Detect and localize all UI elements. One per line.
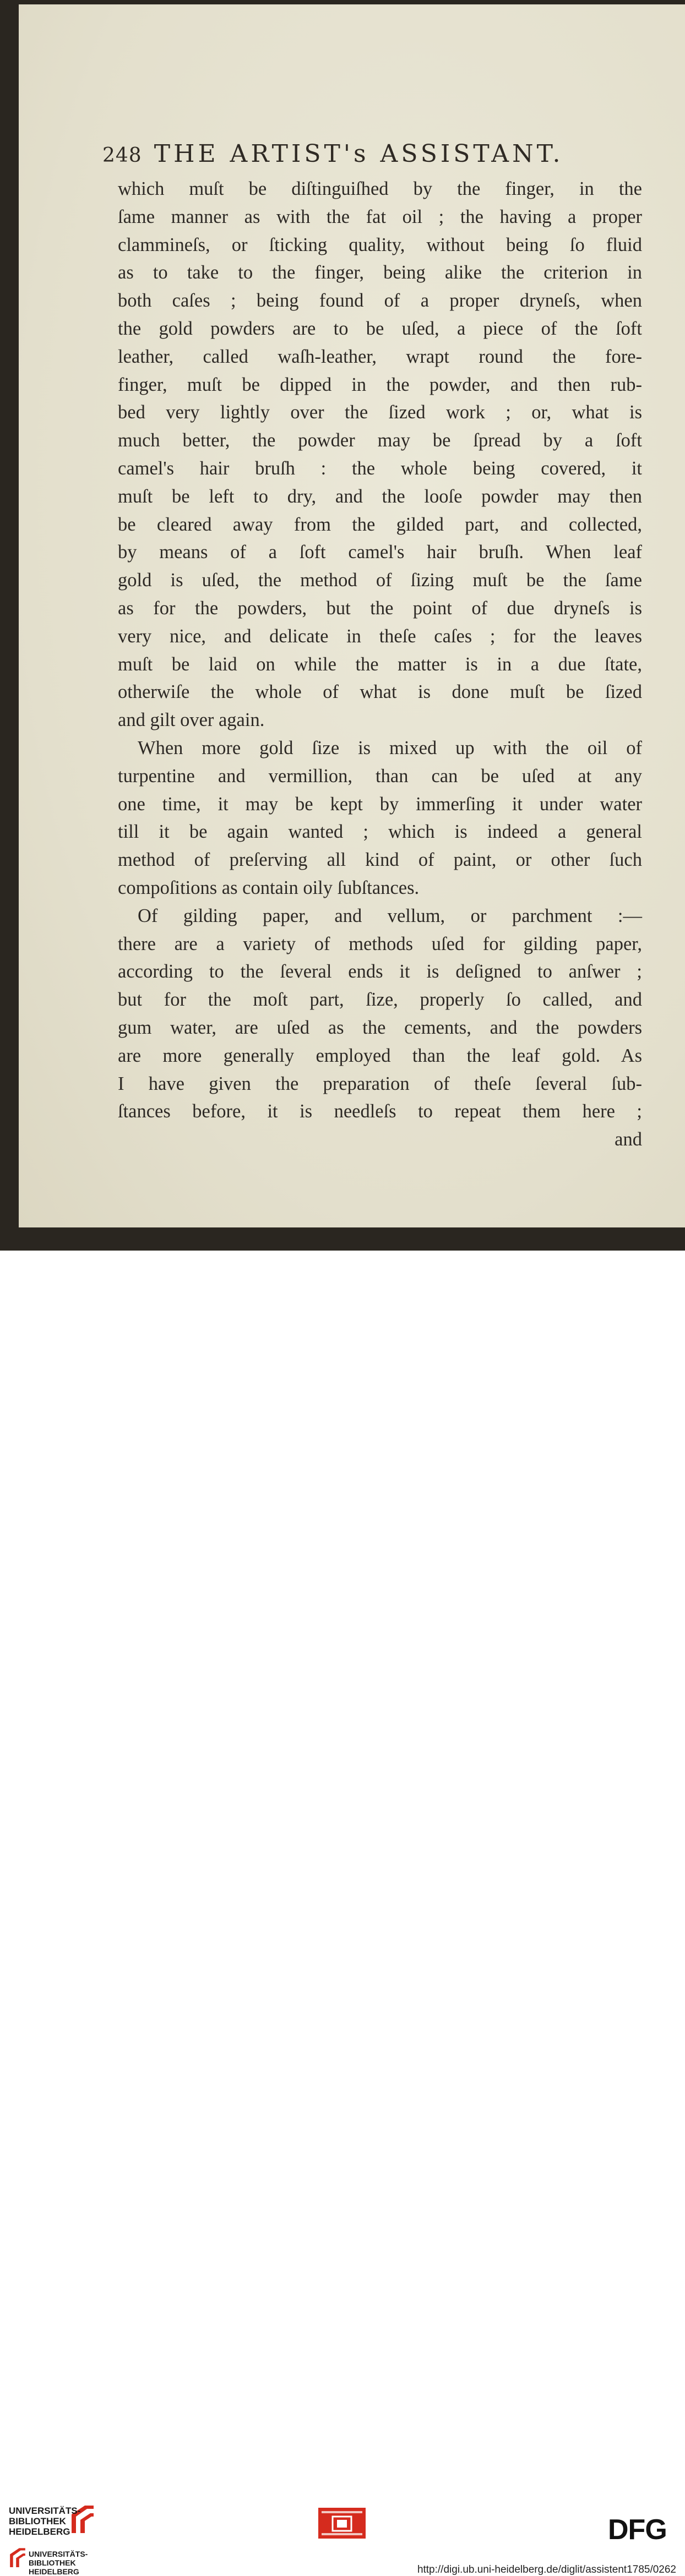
- text-line: When more gold ſize is mixed up with the oil of: [138, 737, 642, 758]
- footer-bar: [0, 1251, 685, 2576]
- text-line: very nice, and delicate in theſe caſes ; for the leaves: [118, 625, 642, 647]
- text-line: muſt be left to dry, and the looſe powder may then: [118, 485, 642, 507]
- university-library-logo-small-icon: [8, 2545, 28, 2569]
- catchword: and: [615, 1129, 642, 1150]
- text-line: turpentine and vermillion, than can be uſed at any: [118, 765, 642, 787]
- text-line: be cleared away from the gilded part, and collected,: [118, 514, 642, 535]
- text-line: till it be again wanted ; which is indeed a general: [118, 821, 642, 843]
- library-logo-text-bottom: UNIVERSITÄTS- BIBLIOTHEK HEIDELBERG: [29, 2550, 88, 2576]
- page-number: 248: [102, 144, 142, 167]
- text-line: Of gilding paper, and vellum, or parchment :—: [138, 905, 642, 926]
- running-title: THE ARTIST's ASSISTANT.: [154, 140, 564, 168]
- text-line: method of preſerving all kind of paint, or other ſuch: [118, 849, 642, 871]
- text-line: as to take to the finger, being alike the criterion in: [118, 262, 642, 283]
- text-line: there are a variety of methods uſed for gilding paper,: [118, 933, 642, 954]
- text-line: by means of a ſoft camel's hair bruſh. When leaf: [118, 542, 642, 563]
- page-body: [118, 175, 642, 1154]
- text-line: clammineſs, or ſticking quality, without being ſo fluid: [118, 234, 642, 255]
- permalink-url[interactable]: http://digi.ub.uni-heidelberg.de/diglit/assistent1785/0262: [417, 2564, 676, 2575]
- text-line: otherwiſe the whole of what is done muſt be ſized: [118, 681, 642, 703]
- text-line: gum water, are uſed as the cements, and the powders: [118, 1017, 642, 1038]
- text-line: the gold powders are to be uſed, a piece of the ſoft: [118, 318, 642, 339]
- text-line: both caſes ; being found of a proper dryneſs, when: [118, 290, 642, 312]
- text-line: compoſitions as contain oily ſubſtances.: [118, 877, 420, 898]
- text-line: muſt be laid on while the matter is in a due ſtate,: [118, 653, 642, 675]
- text-line: bed very lightly over the ſized work ; or, what is: [118, 402, 642, 423]
- library-logo-text-top: UNIVERSITÄTS- BIBLIOTHEK HEIDELBERG: [9, 2506, 81, 2537]
- text-line: as for the powders, but the point of due dryneſs is: [118, 597, 642, 619]
- funder-wordmark: DFG: [608, 2514, 667, 2546]
- text-line: but for the moſt part, ſize, properly ſo called, and: [118, 989, 642, 1011]
- digital-library-emblem-icon: [318, 2508, 366, 2539]
- text-line: are more generally employed than the leaf gold. As: [118, 1045, 642, 1066]
- text-line: leather, called waſh-leather, wrapt round the fore-: [118, 346, 642, 367]
- text-line: finger, muſt be dipped in the powder, and then rub-: [118, 374, 642, 395]
- text-line: camel's hair bruſh : the whole being covered, it: [118, 457, 642, 479]
- text-line: which muſt be diſtinguiſhed by the finger, in the: [118, 178, 642, 199]
- text-line: according to the ſeveral ends it is deſigned to anſwer ;: [118, 961, 642, 983]
- text-line: and gilt over again.: [118, 710, 265, 731]
- text-line: much better, the powder may be ſpread by a ſoft: [118, 430, 642, 451]
- text-line: ſame manner as with the fat oil ; the having a proper: [118, 206, 642, 227]
- running-header: [102, 138, 637, 171]
- text-line: one time, it may be kept by immerſing it under water: [118, 793, 642, 815]
- text-line: ſtances before, it is needleſs to repeat them here ;: [118, 1101, 642, 1122]
- text-line: gold is uſed, the method of ſizing muſt be the ſame: [118, 570, 642, 591]
- text-line: I have given the preparation of theſe ſeveral ſub-: [118, 1073, 642, 1094]
